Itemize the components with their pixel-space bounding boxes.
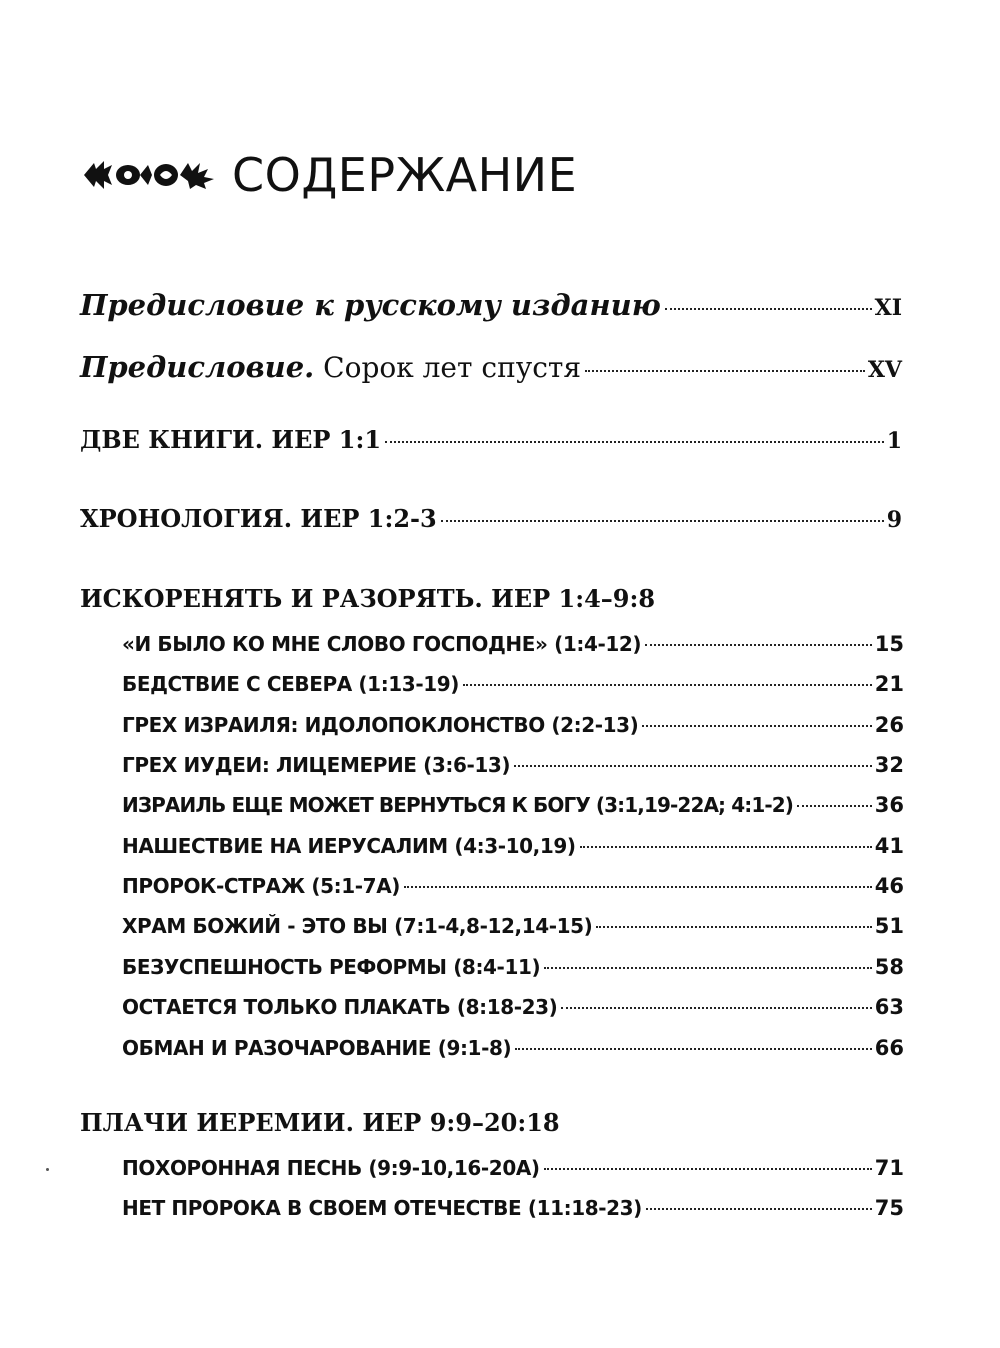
toc-subentry[interactable]: [122, 753, 904, 777]
toc-entry-page: 36: [874, 793, 904, 817]
toc-entry-title: ОСТАЕТСЯ ТОЛЬКО ПЛАКАТЬ (8:18-23): [122, 995, 558, 1019]
section-heading-uproot: ИСКОРЕНЯТЬ И РАЗОРЯТЬ. ИЕР 1:4–9:8: [80, 584, 656, 613]
toc-entry-title: [80, 288, 661, 322]
dot-leader: [642, 725, 871, 727]
toc-entry-title: БЕЗУСПЕШНОСТЬ РЕФОРМЫ (8:4-11): [122, 955, 541, 979]
decorative-ornament-icon: [82, 155, 218, 195]
print-speck: [46, 1168, 49, 1171]
toc-entry-title: НАШЕСТВИЕ НА ИЕРУСАЛИМ (4:3-10,19): [122, 834, 576, 858]
dot-leader: [646, 1208, 872, 1210]
toc-entry-title: ХРОНОЛОГИЯ. ИЕР 1:2-3: [80, 504, 437, 533]
toc-entry-page: 51: [874, 914, 904, 938]
toc-entry-title-italic: Предисловие к русскому изданию: [80, 288, 661, 322]
toc-subentry[interactable]: [122, 672, 904, 696]
toc-subentry[interactable]: [122, 955, 904, 979]
toc-entry-title: ПРОРОК-СТРАЖ (5:1-7А): [122, 874, 401, 898]
toc-heading: [82, 140, 577, 210]
dot-leader: [596, 926, 871, 928]
toc-entry-preface-russian[interactable]: [80, 288, 902, 322]
toc-subentry[interactable]: [122, 713, 904, 737]
dot-leader: [544, 1168, 872, 1170]
toc-entry-page: 15: [874, 632, 904, 656]
dot-leader: [514, 765, 872, 767]
toc-subentry[interactable]: [122, 1156, 904, 1180]
dot-leader: [645, 644, 872, 646]
toc-entry-title-rest: Сорок лет спустя: [314, 351, 582, 384]
toc-entry-title: НЕТ ПРОРОКА В СВОЕМ ОТЕЧЕСТВЕ (11:18-23): [122, 1196, 642, 1220]
toc-subentry[interactable]: [122, 995, 904, 1019]
toc-entry-page: 1: [886, 428, 902, 454]
toc-entry-page: 58: [874, 955, 904, 979]
toc-entry-page: XV: [867, 357, 902, 383]
toc-subentry[interactable]: [122, 793, 904, 817]
toc-entry-page: 32: [874, 753, 904, 777]
section-heading-lamentations: ПЛАЧИ ИЕРЕМИИ. ИЕР 9:9–20:18: [80, 1108, 560, 1137]
toc-entry-page: 46: [874, 874, 904, 898]
toc-entry-title-italic: Предисловие.: [80, 350, 315, 384]
toc-entry-title: ИЗРАИЛЬ ЕЩЕ МОЖЕТ ВЕРНУТЬСЯ К БОГУ (3:1,19-22А; 4:1-2): [122, 793, 793, 817]
dot-leader: [585, 370, 865, 372]
dot-leader: [463, 684, 872, 686]
toc-subentry[interactable]: [122, 632, 904, 656]
dot-leader: [441, 520, 884, 522]
dot-leader: [561, 1007, 871, 1009]
toc-entry-title: БЕДСТВИЕ С СЕВЕРА (1:13-19): [122, 672, 459, 696]
toc-entry-title: ДВЕ КНИГИ. ИЕР 1:1: [80, 425, 382, 454]
toc-entry-page: 66: [874, 1036, 904, 1060]
toc-entry-chronology[interactable]: [80, 504, 902, 533]
toc-entry-two-books[interactable]: [80, 425, 902, 454]
dot-leader: [404, 886, 872, 888]
dot-leader: [385, 441, 884, 443]
toc-subentry[interactable]: [122, 1036, 904, 1060]
toc-entry-title: ОБМАН И РАЗОЧАРОВАНИЕ (9:1-8): [122, 1036, 512, 1060]
toc-entry-title: [80, 350, 581, 384]
toc-subentry[interactable]: [122, 874, 904, 898]
toc-entry-page: 9: [886, 507, 902, 533]
toc-entry-page: 75: [874, 1196, 904, 1220]
toc-subentry[interactable]: [122, 914, 904, 938]
toc-entry-page: 26: [874, 713, 904, 737]
dot-leader: [580, 846, 872, 848]
dot-leader: [544, 967, 872, 969]
toc-entry-title: ГРЕХ ИУДЕИ: ЛИЦЕМЕРИЕ (3:6-13): [122, 753, 511, 777]
toc-entry-title: «И БЫЛО КО МНЕ СЛОВО ГОСПОДНЕ» (1:4-12): [122, 632, 642, 656]
toc-entry-page: 71: [874, 1156, 904, 1180]
toc-entry-title: ПОХОРОННАЯ ПЕСНЬ (9:9-10,16-20А): [122, 1156, 540, 1180]
toc-entry-preface-forty-years[interactable]: [80, 350, 902, 384]
dot-leader: [665, 308, 872, 310]
toc-entry-title: ГРЕХ ИЗРАИЛЯ: ИДОЛОПОКЛОНСТВО (2:2-13): [122, 713, 639, 737]
toc-subentry[interactable]: [122, 834, 904, 858]
toc-subentry[interactable]: [122, 1196, 904, 1220]
toc-entry-page: 21: [874, 672, 904, 696]
toc-entry-page: 41: [874, 834, 904, 858]
toc-entry-page: 63: [874, 995, 904, 1019]
toc-entry-title: ХРАМ БОЖИЙ - ЭТО ВЫ (7:1-4,8-12,14-15): [122, 914, 593, 938]
toc-entry-page: XI: [874, 295, 902, 321]
dot-leader: [515, 1048, 872, 1050]
page-title: СОДЕРЖАНИЕ: [232, 148, 578, 202]
dot-leader: [797, 805, 872, 807]
